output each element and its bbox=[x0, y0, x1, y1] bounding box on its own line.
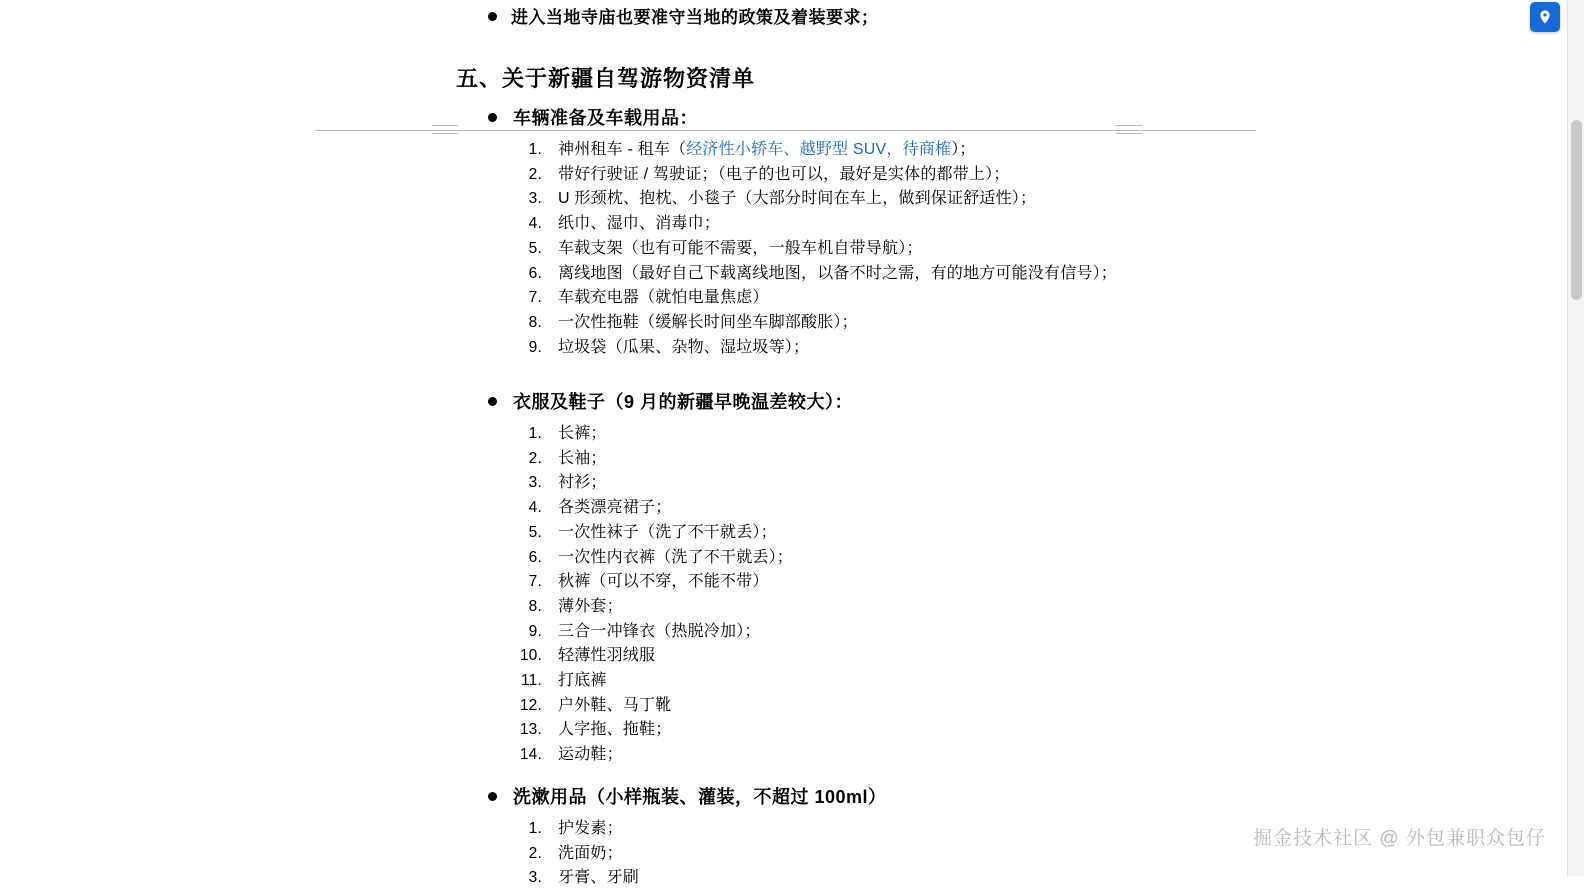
bullet-dot-icon bbox=[488, 12, 497, 21]
list-item bbox=[516, 187, 1456, 212]
list-number: 8. bbox=[528, 313, 542, 331]
list-item bbox=[516, 595, 1456, 620]
list-text: 打底裤 bbox=[558, 672, 607, 690]
list-item bbox=[516, 138, 1456, 163]
scrollbar-thumb[interactable] bbox=[1571, 120, 1582, 300]
group-title-toiletries bbox=[488, 783, 1428, 809]
list-number: 7. bbox=[528, 573, 542, 591]
group-vehicle bbox=[316, 104, 1256, 360]
list-text-after: ）； bbox=[951, 141, 976, 158]
list-text-before: 神州租车 - 租车（ bbox=[558, 141, 687, 158]
list-number: 10. bbox=[519, 647, 542, 665]
group-toiletries bbox=[316, 783, 1256, 891]
group-clothing bbox=[316, 388, 1256, 768]
list-text: 洗面奶； bbox=[558, 844, 623, 862]
bullet-dot-icon bbox=[488, 397, 497, 406]
list-text: U 形颈枕、抱枕、小毯子（大部分时间在车上，做到保证舒适性）； bbox=[558, 190, 1037, 208]
list-number: 5. bbox=[528, 523, 542, 541]
list-number: 5. bbox=[528, 239, 542, 257]
document-sheet bbox=[316, 0, 1256, 887]
list-text: 车载充电器（就怕电量焦虑） bbox=[558, 289, 769, 307]
list-item bbox=[516, 163, 1456, 188]
top-bullet-text: 进入当地寺庙也要准守当地的政策及着装要求； bbox=[511, 8, 879, 27]
list-text: 一次性袜子（洗了不干就丢）； bbox=[558, 523, 777, 541]
list-number: 1. bbox=[528, 425, 542, 442]
list-text: 带好行驶证 / 驾驶证；（电子的也可以，最好是实体的都带上）； bbox=[558, 165, 1010, 183]
list-number: 6. bbox=[528, 548, 542, 566]
list-item bbox=[516, 866, 1456, 891]
bullet-dot-icon bbox=[488, 113, 497, 122]
location-pin-button[interactable] bbox=[1530, 2, 1560, 32]
top-bullet-line bbox=[488, 6, 879, 30]
list-number: 9. bbox=[528, 622, 542, 640]
list-number: 4. bbox=[528, 499, 542, 517]
list-item bbox=[516, 546, 1456, 571]
list-text: 人字拖、拖鞋； bbox=[558, 721, 672, 739]
list-number: 8. bbox=[528, 597, 542, 615]
list-text: 三合一冲锋衣（热脱冷加）； bbox=[558, 622, 761, 640]
section-heading: 五、关于新疆自驾游物资清单 bbox=[456, 66, 756, 91]
list-number: 2. bbox=[528, 844, 542, 862]
group-title-vehicle bbox=[488, 104, 1428, 130]
list-item bbox=[516, 718, 1456, 743]
group-title-text: 洗漱用品（小样瓶装、灌装，不超过 100ml） bbox=[513, 787, 887, 807]
list-text: 薄外套； bbox=[558, 597, 623, 615]
list-item bbox=[516, 496, 1456, 521]
list-text: 一次性内衣裤（洗了不干就丢）； bbox=[558, 548, 794, 566]
list-item bbox=[516, 521, 1456, 546]
list-item bbox=[516, 447, 1456, 472]
list-number: 7. bbox=[528, 289, 542, 307]
list-item bbox=[516, 644, 1456, 669]
list-number: 6. bbox=[528, 264, 542, 282]
list-number: 3. bbox=[528, 869, 542, 887]
list-text: 垃圾袋（瓜果、杂物、湿垃圾等）； bbox=[558, 338, 810, 356]
list-text: 秋裤（可以不穿，不能不带） bbox=[558, 573, 769, 591]
list-item bbox=[516, 212, 1456, 237]
group-title-clothing bbox=[488, 388, 1428, 414]
list-item bbox=[516, 286, 1456, 311]
list-item bbox=[516, 570, 1456, 595]
list-text: 一次性拖鞋（缓解长时间坐车脚部酸胀）； bbox=[558, 313, 858, 331]
list-text: 轻薄性羽绒服 bbox=[558, 647, 656, 665]
list-item bbox=[516, 237, 1456, 262]
list-item bbox=[516, 262, 1456, 287]
list-text: 各类漂亮裙子； bbox=[558, 499, 672, 517]
list-text: 离线地图（最好自己下载离线地图，以备不时之需，有的地方可能没有信号）； bbox=[558, 264, 1118, 282]
watermark: 掘金技术社区 @ 外包兼职众包仔 bbox=[1253, 828, 1546, 849]
group-title-text: 车辆准备及车载用品： bbox=[513, 108, 698, 128]
left-gutter-strip bbox=[0, 0, 306, 876]
list-number: 13. bbox=[519, 721, 542, 739]
list-vehicle bbox=[516, 138, 1456, 360]
vertical-scrollbar[interactable] bbox=[1567, 0, 1584, 876]
list-number: 1. bbox=[528, 820, 542, 837]
list-number: 14. bbox=[519, 746, 542, 764]
list-text: 运动鞋； bbox=[558, 746, 623, 764]
location-pin-icon bbox=[1537, 9, 1553, 25]
list-number: 9. bbox=[528, 338, 542, 356]
list-number: 1. bbox=[528, 141, 542, 158]
list-text: 长袖； bbox=[558, 449, 607, 467]
list-text: 长裤； bbox=[558, 425, 607, 442]
bullet-dot-icon bbox=[488, 792, 497, 801]
list-number: 12. bbox=[519, 696, 542, 714]
list-number: 11. bbox=[521, 672, 542, 690]
list-clothing bbox=[516, 422, 1456, 768]
list-text: 车载支架（也有可能不需要，一般车机自带导航）； bbox=[558, 239, 923, 257]
list-text: 衬衫； bbox=[558, 474, 607, 492]
list-item bbox=[516, 311, 1456, 336]
list-item bbox=[516, 422, 1456, 447]
group-title-text: 衣服及鞋子（9 月的新疆早晚温差较大）： bbox=[513, 392, 854, 412]
list-text: 纸巾、湿巾、消毒巾； bbox=[558, 215, 721, 233]
list-text: 户外鞋、马丁靴 bbox=[558, 696, 672, 714]
list-number: 3. bbox=[528, 190, 542, 208]
list-item bbox=[516, 336, 1456, 361]
left-gutter bbox=[0, 0, 316, 876]
list-text: 牙膏、牙刷 bbox=[558, 869, 640, 887]
list-text: 护发素； bbox=[558, 820, 623, 837]
list-number: 2. bbox=[528, 165, 542, 183]
list-item bbox=[516, 743, 1456, 768]
list-item bbox=[516, 694, 1456, 719]
list-item bbox=[516, 471, 1456, 496]
list-number: 2. bbox=[528, 449, 542, 467]
inline-link[interactable]: 经济性小轿车、越野型 SUV，待商榷 bbox=[686, 141, 952, 158]
list-number: 4. bbox=[528, 215, 542, 233]
list-number: 3. bbox=[528, 474, 542, 492]
list-item bbox=[516, 669, 1456, 694]
list-item bbox=[516, 620, 1456, 645]
